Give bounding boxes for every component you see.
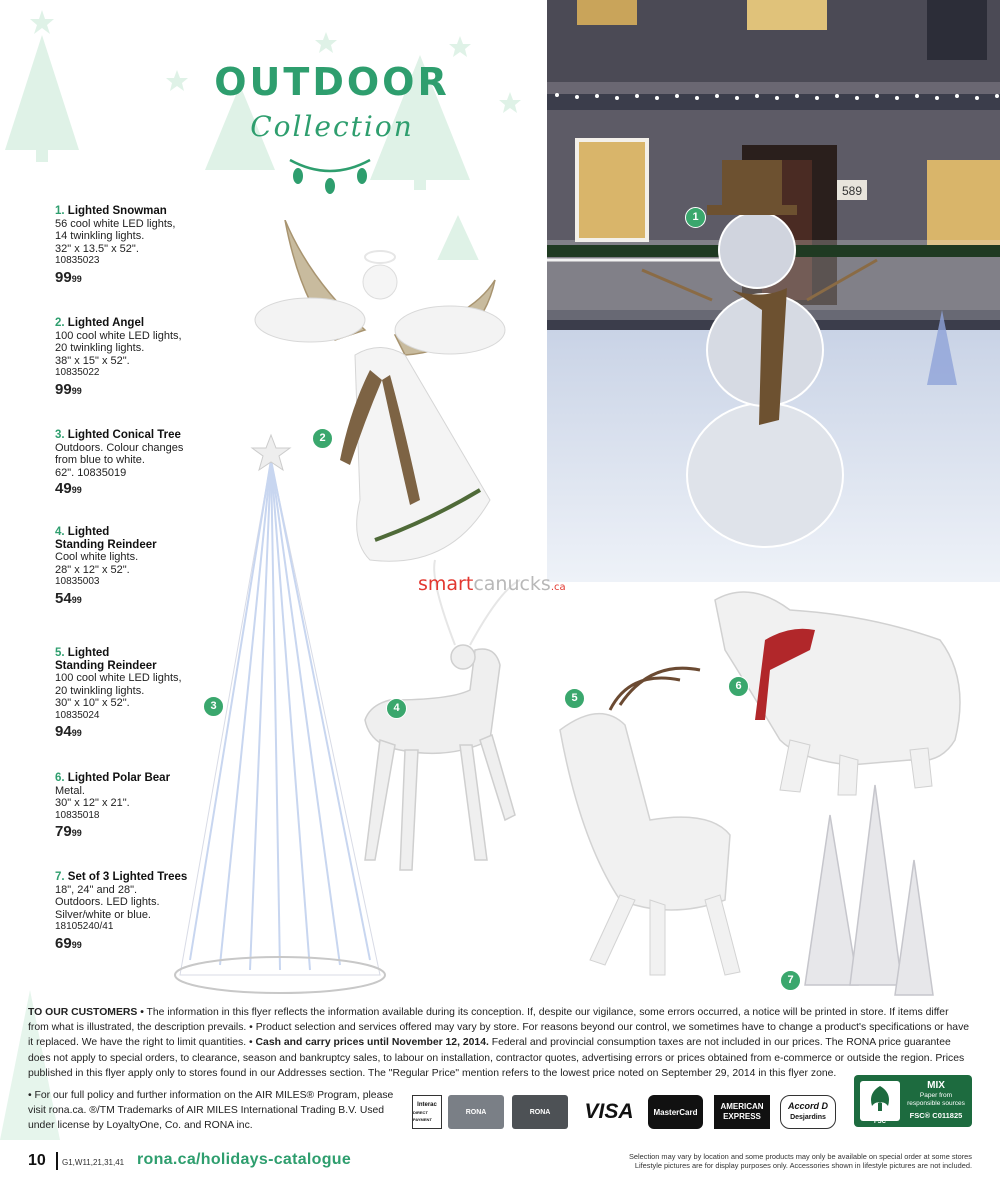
footer-divider [56, 1152, 58, 1170]
product-price: $49^{99}$ [55, 480, 82, 497]
footer-note: Selection may vary by location and some products may only be available on special order at some stores Lifestyle pictures are for display purposes only. Accessories shown in lifestyle pictures are not included. [628, 1152, 972, 1170]
star-icon [166, 70, 188, 91]
catalogue-url[interactable]: rona.ca/holidays-catalogue [137, 1151, 352, 1168]
reindeer-5-figure [560, 668, 740, 975]
fsc-badge: FSC MIX Paper from responsible sources FSC® C011825 [854, 1075, 972, 1127]
product-2: 2. Lighted Angel 100 cool white LED lights, 20 twinkling lights. 38" x 15" x 52". 10835022 $99^{99}$ [55, 317, 215, 399]
item-marker-5: 5 [564, 688, 585, 709]
item-marker-7: 7 [780, 970, 801, 991]
interac-logo: Interac DIRECT PAYMENT [412, 1095, 442, 1129]
product-6: 6. Lighted Polar Bear Metal. 30" x 12" x 21". 10835018 $79^{99}$ [55, 772, 215, 841]
angel-figure [255, 220, 505, 561]
product-price: $54^{99}$ [55, 589, 82, 607]
accord-d-logo: Accord D Desjardins [780, 1095, 836, 1129]
item-marker-6: 6 [728, 676, 749, 697]
page-subtitle: Collection [250, 110, 414, 143]
region-codes: G1,W11,21,31,41 [62, 1158, 125, 1167]
air-miles-note: • For our full policy and further information on the AIR MILES® Program, please visit rona.ca. ®/TM Trademarks of AIR MILES International Trading B.V. Used under license by LoyaltyOne, Co. and RONA inc. [28, 1090, 394, 1132]
amex-logo: AMERICAN EXPRESS [714, 1095, 770, 1129]
item-marker-2: 2 [312, 428, 333, 449]
polar-bear-figure [715, 592, 960, 795]
product-price: $79^{99}$ [55, 823, 82, 840]
product-1: 1. Lighted Snowman 56 cool white LED lights, 14 twinkling lights. 32" x 13.5" x 52". 10835023 $99^{99}$ [55, 205, 215, 287]
star-icon [449, 36, 471, 57]
product-name: 5. Lighted [55, 647, 110, 659]
product-price: $99^{99}$ [55, 380, 82, 398]
product-name: 6. Lighted Polar Bear [55, 772, 171, 784]
product-name: 2. Lighted Angel [55, 317, 145, 329]
product-4: 4. Lighted Standing Reindeer Cool white lights. 28" x 12" x 52". 10835003 $54^{99}$ [55, 526, 215, 608]
product-name: 3. Lighted Conical Tree [55, 429, 181, 441]
tree-deco-icon [5, 35, 79, 150]
page-number: 10 [28, 1152, 46, 1169]
fsc-tree-icon [860, 1081, 900, 1121]
product-price: $69^{99}$ [55, 934, 82, 952]
string-lights-icon [290, 160, 370, 194]
product-5: 5. Lighted Standing Reindeer 100 cool white LED lights, 20 twinkling lights. 30" x 10" x 52". 10835024 $94^{99}$ [55, 647, 215, 741]
item-marker-4: 4 [386, 698, 407, 719]
item-marker-3: 3 [203, 696, 224, 717]
product-price: $99^{99}$ [55, 268, 82, 286]
page-title: OUTDOOR [214, 60, 450, 104]
rona-card-2-logo: RONA [512, 1095, 568, 1129]
visa-logo: VISA [584, 1100, 634, 1123]
product-price: $94^{99}$ [55, 723, 82, 740]
rona-card-logo: RONA [448, 1095, 504, 1129]
star-icon [499, 92, 521, 113]
product-illustrations [150, 220, 980, 1000]
house-number: 589 [841, 184, 863, 198]
watermark: smartcanucks.ca [418, 573, 566, 595]
product-name: 4. Lighted [55, 526, 110, 538]
customer-disclaimer: TO OUR CUSTOMERS • The information in this flyer reflects the information available during its conception. If, despite our vigilance, some errors occurred, a notice will be printed in store. If items differ from what is illustrated, the description prevails. • Product selection and services offered may vary by store. For reasons beyond our control, we sometimes have to change a product's specifications or have it replaced. We have the right to limit quantities. • Cash and carry prices until November 12, 2014. Federal and provincial consumption taxes are not included in our prices. The RONA price guarantee does not apply to special orders, to clearance, season and bankruptcy sales, to labour on installation, contractor quotes, advertising errors or prices obtained from e-commerce or outside the region. Prices published in this flyer apply only to stores found in our Addresses section. The "Regular Price" mention refers to the lowest price noted on September 29, 2014 in this flyer zone. [28, 1007, 970, 1079]
product-7: 7. Set of 3 Lighted Trees 18", 24" and 28". Outdoors. LED lights. Silver/white or blue. 18105240/41 $69^{99}$ [55, 871, 215, 953]
product-name: 1. Lighted Snowman [55, 205, 167, 217]
mastercard-logo: MasterCard [648, 1095, 703, 1129]
three-trees-figure [805, 785, 933, 995]
product-name: 7. Set of 3 Lighted Trees [55, 871, 188, 883]
star-icon [30, 10, 54, 34]
item-marker-1: 1 [685, 207, 706, 228]
product-3: 3. Lighted Conical Tree Outdoors. Colour changes from blue to white. 62". 10835019 $49^{99}$ [55, 429, 215, 498]
star-icon [315, 32, 337, 53]
